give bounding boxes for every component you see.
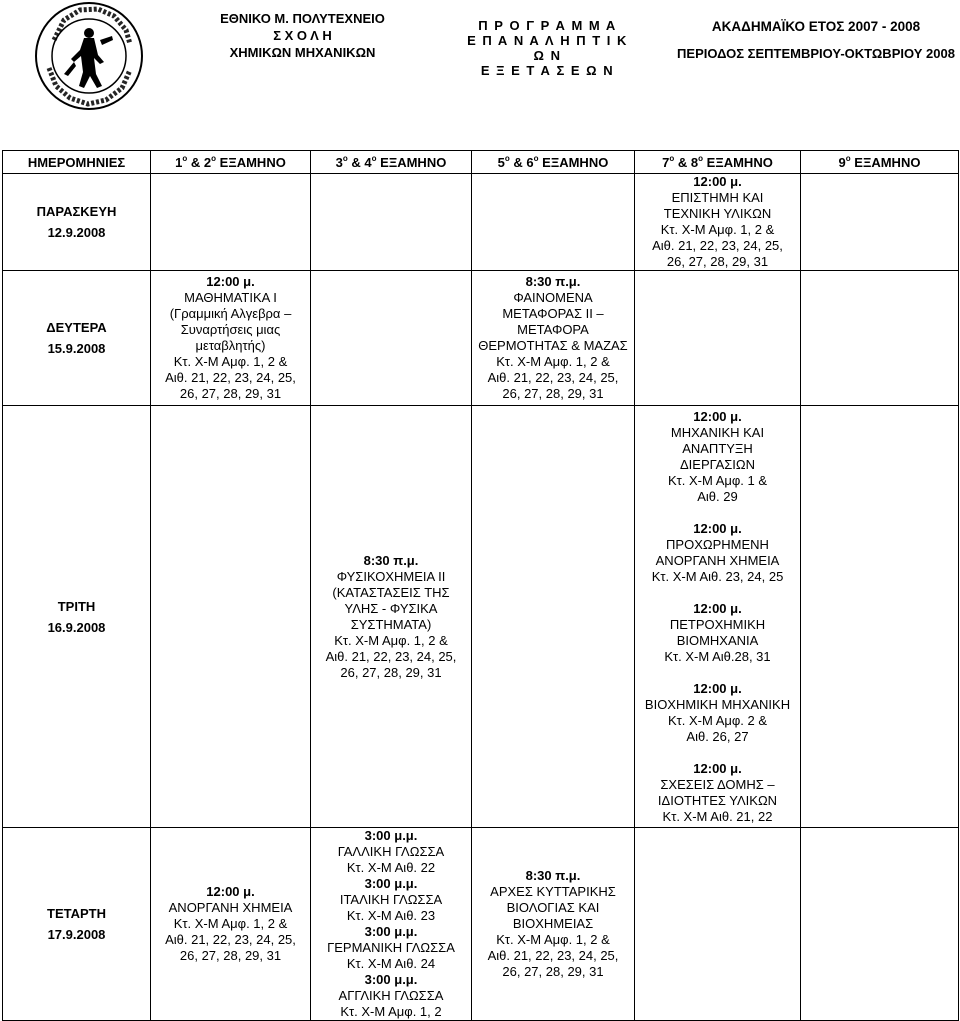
exam-line: 26, 27, 28, 29, 31 [179,386,282,401]
header-dates: ΗΜΕΡΟΜΗΝΙΕΣ [3,151,151,174]
exam-time: 12:00 μ. [693,174,742,189]
exam-line: ΙΤΑΛΙΚΗ ΓΛΩΣΣΑ [339,892,443,907]
empty-cell [801,271,959,406]
header-semester-9: $9^o$ ΕΞΑΜΗΝΟ [801,151,959,174]
exam-line: ΠΡΟΧΩΡΗΜΕΝΗ [666,536,769,552]
exam-line: Κτ. Χ-Μ Αιθ.28, 31 [664,648,771,664]
day-cell [3,406,151,828]
exam-entry [472,271,635,406]
exam-line: (Γραμμική Αλγεβρα – [169,306,292,321]
exam-line: ΑΝΑΠΤΥΞΗ [682,440,753,456]
program-title [460,18,635,78]
exam-line: ΕΠΙΣΤΗΜΗ ΚΑΙ [671,190,764,205]
exam-line: ΑΝΟΡΓΑΝΗ ΧΗΜΕΙΑ [168,900,293,915]
exam-time: 3:00 μ.μ. [364,876,418,891]
exam-line: Αιθ. 21, 22, 23, 24, 25, [652,238,783,253]
exam-line: ΜΗΧΑΝΙΚΗ ΚΑΙ [670,424,765,440]
program-line: Ε Π Α Ν Α Λ Η Π Τ Ι Κ Ω Ν [467,33,628,63]
exam-line: Κτ. Χ-Μ Αμφ. 1, 2 & [173,354,288,369]
exam-time: 12:00 μ. [206,274,255,289]
institute-line: ΕΘΝΙΚΟ Μ. ΠΟΛΥΤΕΧΝΕΙΟ [220,11,385,26]
empty-cell [311,174,472,271]
empty-cell [801,828,959,1021]
exam-line: 26, 27, 28, 29, 31 [502,386,604,401]
exam-line: ΑΝΟΡΓΑΝΗ ΧΗΜΕΙΑ [655,552,780,568]
exam-line: Κτ. Χ-Μ Αμφ. 2 & [667,712,768,728]
exam-line: ΑΡΧΕΣ ΚΥΤΤΑΡΙΚΗΣ [490,884,616,899]
exam-line: ΣΧΕΣΕΙΣ ΔΟΜΗΣ – [660,776,775,792]
empty-cell [151,174,311,271]
exam-line: Κτ. Χ-Μ Αιθ. 23, 24, 25 [651,568,784,584]
table-row [3,406,959,828]
exam-time: 12:00 μ. [693,760,742,776]
exam-line: Κτ. Χ-Μ Αιθ. 22 [346,860,436,875]
exam-line: (ΚΑΤΑΣΤΑΣΕΙΣ ΤΗΣ [332,584,450,600]
day-date: 17.9.2008 [47,927,106,942]
exam-line: Αιθ. 21, 22, 23, 24, 25, [325,648,457,664]
exam-time: 8:30 π.μ. [525,868,581,883]
exam-line: ΔΙΕΡΓΑΣΙΩΝ [679,456,756,472]
exam-time: 12:00 μ. [206,884,255,899]
empty-cell [635,828,801,1021]
exam-line: ΥΛΗΣ - ΦΥΣΙΚΑ [344,600,438,616]
program-line: Π Ρ Ο Γ Ρ Α Μ Μ Α [478,18,617,33]
exam-line: ΒΙΟΧΗΜΕΙΑΣ [512,916,594,931]
day-date: 12.9.2008 [47,225,106,240]
period-block [672,13,960,67]
empty-cell [151,406,311,828]
exam-line: Αιθ. 21, 22, 23, 24, 25, [165,370,296,385]
exam-line: Αιθ. 29 [697,488,738,504]
table-header-row [3,151,959,174]
exam-line: Συναρτήσεις μιας [180,322,281,337]
exam-line: ΒΙΟΛΟΓΙΑΣ ΚΑΙ [506,900,600,915]
exam-period: ΠΕΡΙΟΔΟΣ ΣΕΠΤΕΜΒΡΙΟΥ-ΟΚΤΩΒΡΙΟΥ 2008 [677,46,955,61]
exam-line: Κτ. Χ-Μ Αμφ. 1, 2 [340,1004,442,1019]
exam-timetable [2,150,959,1021]
exam-line: Αιθ. 21, 22, 23, 24, 25, [165,932,296,947]
empty-cell [472,406,635,828]
exam-entry [472,828,635,1021]
exam-line: Κτ. Χ-Μ Αμφ. 1, 2 & [660,222,775,237]
empty-cell [801,406,959,828]
exam-line: ΠΕΤΡΟΧΗΜΙΚΗ [669,616,766,632]
table-row [3,828,959,1021]
exam-line: ΜΑΘΗΜΑΤΙΚΑ Ι [184,290,277,305]
table-row [3,271,959,406]
exam-line: ΣΥΣΤΗΜΑΤΑ) [350,616,432,632]
exam-line: Κτ. Χ-Μ Αμφ. 1 & [667,472,768,488]
exam-line: Κτ. Χ-Μ Αιθ. 24 [346,956,436,971]
header-semester-1-2: $1^o$ & $2^o$ ΕΞΑΜΗΝΟ [151,151,311,174]
exam-time: 12:00 μ. [693,600,742,616]
exam-line: ΦΥΣΙΚΟΧΗΜΕΙΑ ΙΙ [336,568,446,584]
exam-time: 12:00 μ. [693,520,742,536]
day-date: 15.9.2008 [47,341,106,356]
day-cell [3,271,151,406]
header-semester-3-4: $3^o$ & $4^o$ ΕΞΑΜΗΝΟ [311,151,472,174]
exam-line: ΜΕΤΑΦΟΡΑ [517,322,589,337]
table-row [3,174,959,271]
exam-line: ΦΑΙΝΟΜΕΝΑ [513,290,593,305]
exam-line: ΒΙΟΧΗΜΙΚΗ ΜΗΧΑΝΙΚΗ [644,696,791,712]
exam-entry [635,174,801,271]
exam-line: 26, 27, 28, 29, 31 [179,948,282,963]
document-header [0,0,960,150]
day-cell [3,828,151,1021]
day-date: 16.9.2008 [47,619,106,635]
exam-line: Κτ. Χ-Μ Αμφ. 1, 2 & [334,632,448,648]
exam-time: 3:00 μ.μ. [364,828,418,843]
exam-line: Κτ. Χ-Μ Αμφ. 1, 2 & [496,354,610,369]
exam-line: ΤΕΧΝΙΚΗ ΥΛΙΚΩΝ [663,206,772,221]
exam-line: ΓΑΛΛΙΚΗ ΓΛΩΣΣΑ [337,844,445,859]
institute-block [210,10,395,61]
exam-entry [151,271,311,406]
empty-cell [311,271,472,406]
exam-line: Αιθ. 21, 22, 23, 24, 25, [487,948,619,963]
exam-line: ΘΕΡΜΟΤΗΤΑΣ & ΜΑΖΑΣ [478,338,628,353]
empty-cell [472,174,635,271]
exam-time: 3:00 μ.μ. [364,972,418,987]
exam-line: Κτ. Χ-Μ Αμφ. 1, 2 & [496,932,610,947]
institute-line: ΧΗΜΙΚΩΝ ΜΗΧΑΝΙΚΩΝ [229,45,376,60]
exam-line: Αιθ. 26, 27 [686,728,749,744]
exam-line: ΑΓΓΛΙΚΗ ΓΛΩΣΣΑ [338,988,444,1003]
header-semester-7-8: $7^o$ & $8^o$ ΕΞΑΜΗΝΟ [635,151,801,174]
day-name: ΔΕΥΤΕΡΑ [46,320,107,335]
exam-entry-group [311,828,472,1021]
exam-line: Κτ. Χ-Μ Αιθ. 23 [346,908,436,923]
exam-entry-group [635,406,801,828]
exam-line: 26, 27, 28, 29, 31 [502,964,604,979]
exam-line: ΓΕΡΜΑΝΙΚΗ ΓΛΩΣΣΑ [327,940,455,955]
header-semester-5-6: $5^o$ & $6^o$ ΕΞΑΜΗΝΟ [472,151,635,174]
exam-time: 12:00 μ. [693,408,742,424]
exam-time: 8:30 π.μ. [525,274,581,289]
day-name: ΠΑΡΑΣΚΕΥΗ [36,204,117,219]
university-seal [34,0,144,113]
day-name: ΤΕΤΑΡΤΗ [47,906,106,921]
exam-line: 26, 27, 28, 29, 31 [666,254,769,269]
exam-line: Αιθ. 21, 22, 23, 24, 25, [487,370,619,385]
exam-line: Κτ. Χ-Μ Αμφ. 1, 2 & [173,916,288,931]
academic-year: ΑΚΑΔΗΜΑΪΚΟ ΕΤΟΣ 2007 - 2008 [711,19,921,34]
exam-line: ΜΕΤΑΦΟΡΑΣ ΙΙ – [502,306,604,321]
exam-time: 8:30 π.μ. [363,552,419,568]
exam-entry [311,406,472,828]
exam-time: 3:00 μ.μ. [364,924,418,939]
institute-line: Σ Χ Ο Λ Η [273,28,332,43]
exam-line: μεταβλητής) [195,338,266,353]
exam-entry [151,828,311,1021]
exam-line: 26, 27, 28, 29, 31 [340,664,442,680]
exam-time: 12:00 μ. [693,680,742,696]
empty-cell [635,271,801,406]
program-line: Ε Ξ Ε Τ Α Σ Ε Ω Ν [480,63,615,78]
day-cell [3,174,151,271]
exam-line: Κτ. Χ-Μ Αιθ. 21, 22 [662,808,773,824]
exam-line: ΒΙΟΜΗΧΑΝΙΑ [676,632,759,648]
day-name: ΤΡΙΤΗ [57,598,96,614]
empty-cell [801,174,959,271]
exam-line: ΙΔΙΟΤΗΤΕΣ ΥΛΙΚΩΝ [657,792,778,808]
